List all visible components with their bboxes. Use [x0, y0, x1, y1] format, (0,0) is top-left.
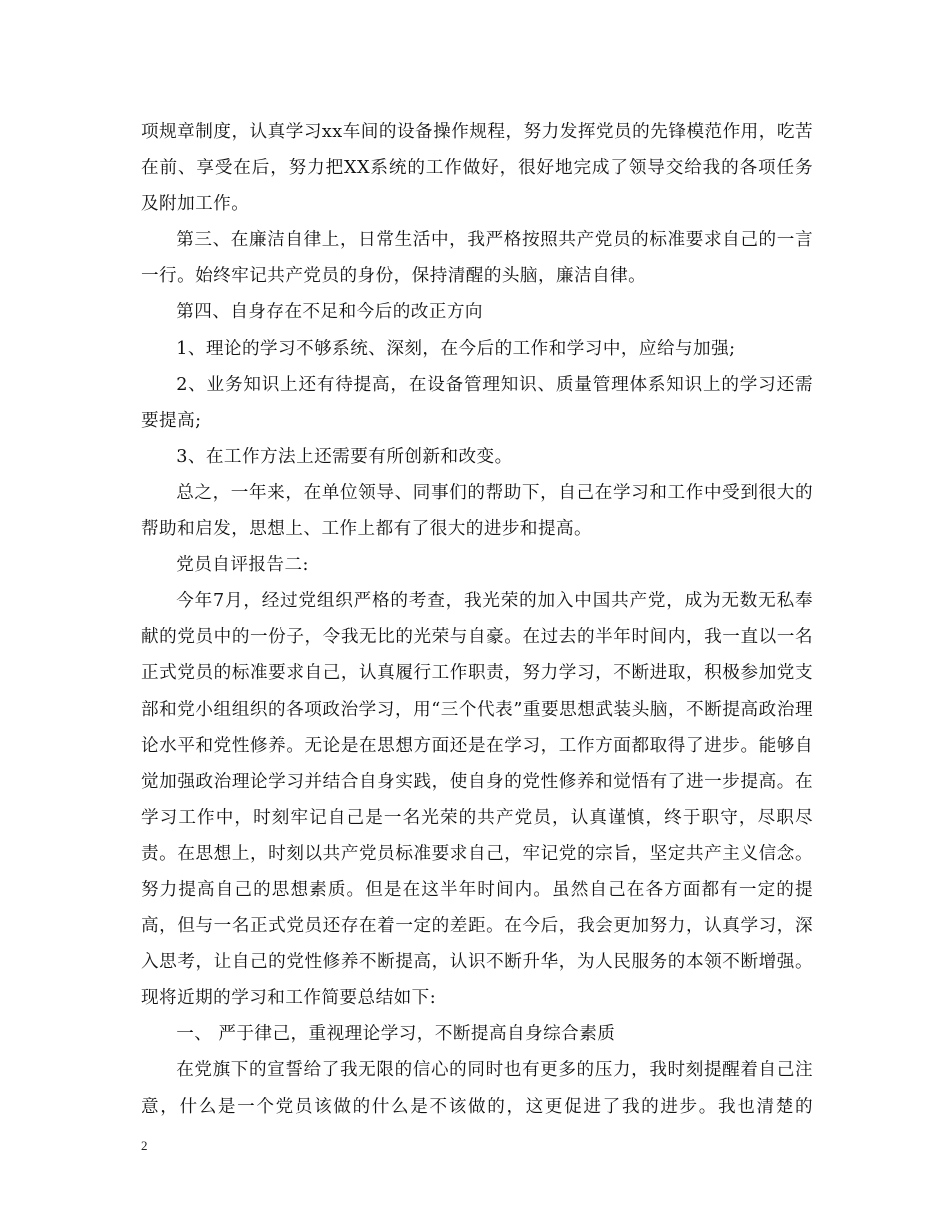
page-number: 2	[141, 1138, 148, 1153]
paragraph-6: 3、在工作方法上还需要有所创新和改变。	[176, 446, 513, 467]
paragraph-9: 今年7月，经过党组织严格的考查，我光荣的加入中国共产党，成为无数无私奉献的党员中的一份子，令我无比的光荣与自豪。在过去的半年时间内，我一直以一名正式党员的标准要求自己，认真履行工作职责，努力学习，不断进取，积极参加党支部和党小组组织的各项政治学习，用“三个代表”重要思想武装头脑，不断提高政治理论水平和党性修养。无论是在思想方面还是在学习，工作方面都取得了进步。能够自觉加强政治理论学习并结合自身实践，使自身的党性修养和觉悟有了进一步提高。在学习工作中，时刻牢记自己是一名光荣的共产党员，认真谨慎，终于职守，尽职尽责。在思想上，时刻以共产党员标准要求自己，牢记党的宗旨，坚定共产主义信念。努力提高自己的思想素质。但是在这半年时间内。虽然自己在各方面都有一定的提高，但与一名正式党员还存在着一定的差距。在今后，我会更加努力，认真学习，深入思考，让自己的党性修养不断提高，认识不断升华，为人民服务的本领不断增强。现将近期的学习和工作简要总结如下:	[141, 591, 813, 1009]
document-body	[141, 114, 813, 1125]
paragraph-4: 1、理论的学习不够系统、深刻，在今后的工作和学习中，应给与加强;	[176, 338, 736, 359]
paragraph-8: 党员自评报告二:	[176, 555, 309, 576]
paragraph-7: 总之，一年来，在单位领导、同事们的帮助下，自己在学习和工作中受到很大的帮助和启发，思想上、工作上都有了很大的进步和提高。	[141, 482, 813, 540]
paragraph-1: 项规章制度，认真学习xx车间的设备操作规程，努力发挥党员的先锋模范作用，吃苦在前、享受在后，努力把XX系统的工作做好，很好地完成了领导交给我的各项任务及附加工作。	[141, 122, 813, 215]
paragraph-3: 第四、自身存在不足和今后的改正方向	[176, 302, 483, 323]
paragraph-2: 第三、在廉洁自律上，日常生活中，我严格按照共产党员的标准要求自己的一言一行。始终牢记共产党员的身份，保持清醒的头脑，廉洁自律。	[141, 230, 813, 287]
paragraph-10: 一、 严于律己，重视理论学习，不断提高自身综合素质	[176, 1024, 616, 1045]
paragraph-11: 在党旗下的宣誓给了我无限的信心的同时也有更多的压力，我时刻提醒着自己注意，什么是一个党员该做的什么是不该做的，这更促进了我的进步。我也清楚的	[141, 1060, 813, 1117]
paragraph-5: 2、业务知识上还有待提高，在设备管理知识、质量管理体系知识上的学习还需要提高;	[141, 374, 813, 431]
